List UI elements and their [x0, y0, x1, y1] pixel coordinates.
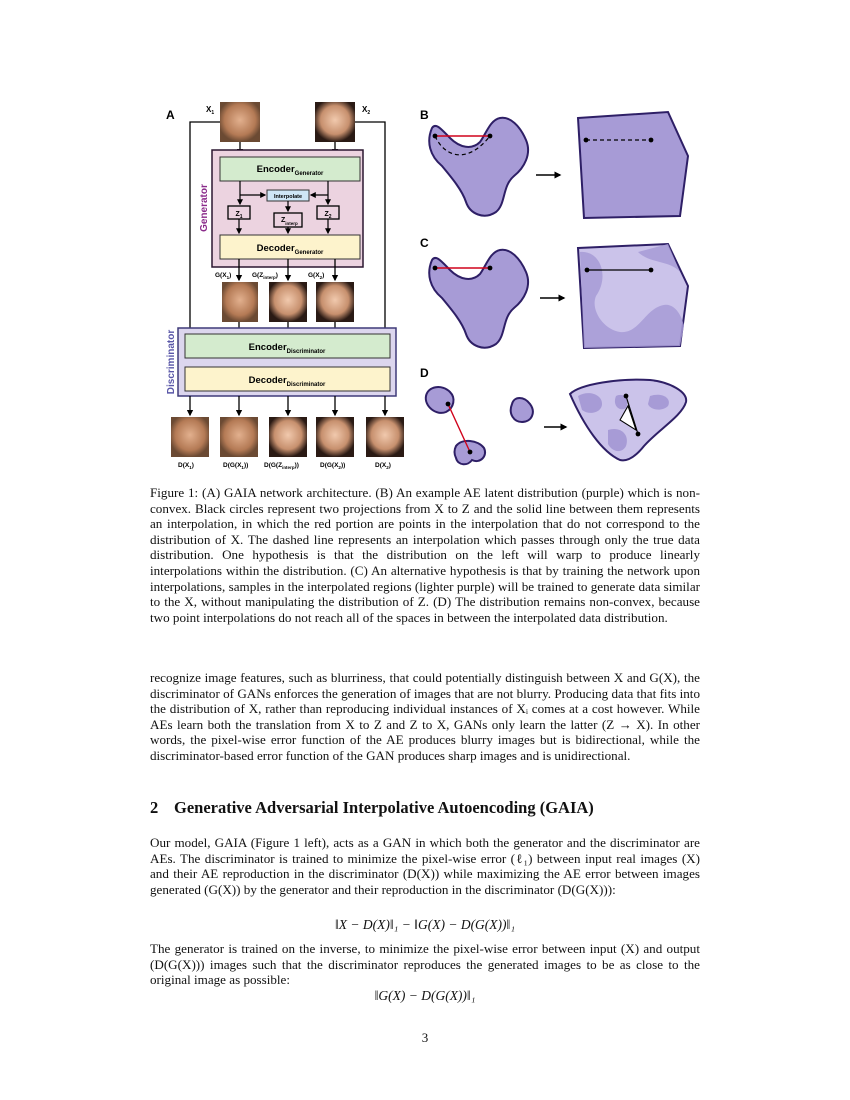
input-label-x1: $X_1$ — [206, 105, 215, 116]
generator-label: Generator — [199, 184, 210, 232]
panel-c-point-2 — [488, 266, 493, 271]
page-number: 3 — [421, 1030, 429, 1045]
panel-b-latent-left — [429, 118, 528, 216]
z1-label: $Z_1$ — [235, 211, 243, 220]
gen-output-label-2: $G(Z_{interp})$ — [252, 272, 278, 280]
disc-output-label-4: $D(G(X_2))$ — [320, 462, 346, 470]
input-image-x1 — [220, 102, 260, 142]
gen-output-image-1 — [222, 282, 258, 322]
section-heading — [150, 798, 700, 818]
section-title: Generative Adversarial Interpolative Autoencoding (GAIA) — [174, 798, 594, 817]
gen-output-image-2 — [269, 282, 307, 322]
encoder-discriminator-label: Encoder$_{Discriminator}$ — [248, 342, 326, 355]
discriminator-label: Discriminator — [166, 329, 177, 395]
panel-label-c: C — [420, 236, 429, 250]
panel-b-latent-right — [578, 112, 688, 218]
section-number: 2 — [150, 798, 159, 817]
equation-1: ‖X − D(X)‖₁ − ‖G(X) − D(G(X))‖₁ — [334, 917, 516, 932]
panel-label-a: A — [166, 108, 175, 122]
paragraph-1: recognize image features, such as blurriness, that could potentially distinguish between X and G(X), the discriminator of GANs enforces the generation of images that are not blurry. Producing data that fits into the distribution of X, rather than reproducing individual instances of Xᵢ comes at a cost however. While AEs learn both the translation from X to Z and Z to X, GANs only learn the latter (Z → X). In other words, the pixel-wise error function of the AE produces blurry images but is bidirectional, while the discriminator-based error function of the GAN produces sharp images and is unidirectional. — [150, 670, 700, 763]
panel-b-point-2 — [488, 134, 493, 139]
disc-output-image-1 — [171, 417, 209, 457]
panel-label-b: B — [420, 108, 429, 122]
input-label-x2: $X_2$ — [362, 105, 371, 116]
gen-output-image-3 — [316, 282, 354, 322]
panel-d-point-2 — [468, 450, 473, 455]
disc-output-image-3 — [269, 417, 307, 457]
panel-c-latent-left — [429, 250, 528, 348]
panel-b-right-point-1 — [584, 138, 589, 143]
panel-c-right-point-1 — [585, 268, 590, 273]
decoder-discriminator-label: Decoder$_{Discriminator}$ — [248, 375, 326, 388]
paragraph-3: The generator is trained on the inverse, to minimize the pixel-wise error between input (X) and output (D(G(X))) images such that the discriminator reproduces the generated images to be as close to the original image as possible: — [150, 941, 700, 988]
z2-label: $Z_2$ — [324, 211, 332, 220]
equation-2: ‖G(X) − D(G(X))‖₁ — [374, 988, 476, 1003]
panel-d-point-1 — [446, 402, 451, 407]
panel-b-right-point-2 — [649, 138, 654, 143]
disc-output-image-4 — [316, 417, 354, 457]
decoder-generator-label: Decoder$_{Generator}$ — [256, 243, 324, 256]
disc-output-image-5 — [366, 417, 404, 457]
gen-output-label-1: $G(X_1)$ — [215, 272, 232, 280]
figure-1-graphic — [150, 100, 700, 475]
input-image-x2 — [315, 102, 355, 142]
disc-output-label-1: $D(X_1)$ — [178, 462, 194, 470]
disc-output-label-2: $D(G(X_1))$ — [223, 462, 249, 470]
panel-b-point-1 — [433, 134, 438, 139]
panel-label-d: D — [420, 366, 429, 380]
panel-c-point-1 — [433, 266, 438, 271]
paragraph-2: Our model, GAIA (Figure 1 left), acts as a GAN in which both the generator and the discriminator are AEs. The discriminator is trained to minimize the pixel-wise error (ℓ₁) between input real images (X) and their AE reproduction in the discriminator (D(X)) while maximizing the AE error between images generated (G(X)) by the generator and their reproduction in the discriminator (D(G(X))): — [150, 835, 700, 897]
panel-d-right-point-2 — [636, 432, 641, 437]
panel-c-right-point-2 — [649, 268, 654, 273]
disc-output-label-5: $D(X_2)$ — [375, 462, 391, 470]
disc-output-image-2 — [220, 417, 258, 457]
gen-output-label-3: $G(X_2)$ — [308, 272, 325, 280]
panel-d-blob-2 — [511, 398, 533, 422]
interpolate-label: Interpolate — [273, 194, 303, 200]
panel-d-blob-1 — [426, 387, 454, 413]
encoder-generator-label: Encoder$_{Generator}$ — [256, 164, 324, 177]
disc-output-label-3: $D(G(Z_{interp}))$ — [264, 462, 299, 470]
figure-1 — [150, 100, 700, 475]
panel-d-right-point-1 — [624, 394, 629, 399]
zinterp-label: $Z_{interp}$ — [281, 217, 298, 226]
figure-caption: Figure 1: (A) GAIA network architecture. (B) An example AE latent distribution (purple) which is non-convex. Black circles represent two projections from X to Z and the solid line between them represents an interpolation, in which the red portion are points in the interpolation that do not correspond to the distribution of X. The dashed line represents an interpolation which passes through only the true data distribution. One hypothesis is that the distribution on the left will warp to produce linearly interpolations within the distribution. (C) An alternative hypothesis is that by training the network upon interpolations, samples in the interpolated regions (lighter purple) will be trained to generate data similar to the X, without manipulating the distribution of Z. (D) The distribution remains non-convex, because two point interpolations do not reach all of the spaces in between the interpolated data distribution. — [150, 485, 700, 625]
